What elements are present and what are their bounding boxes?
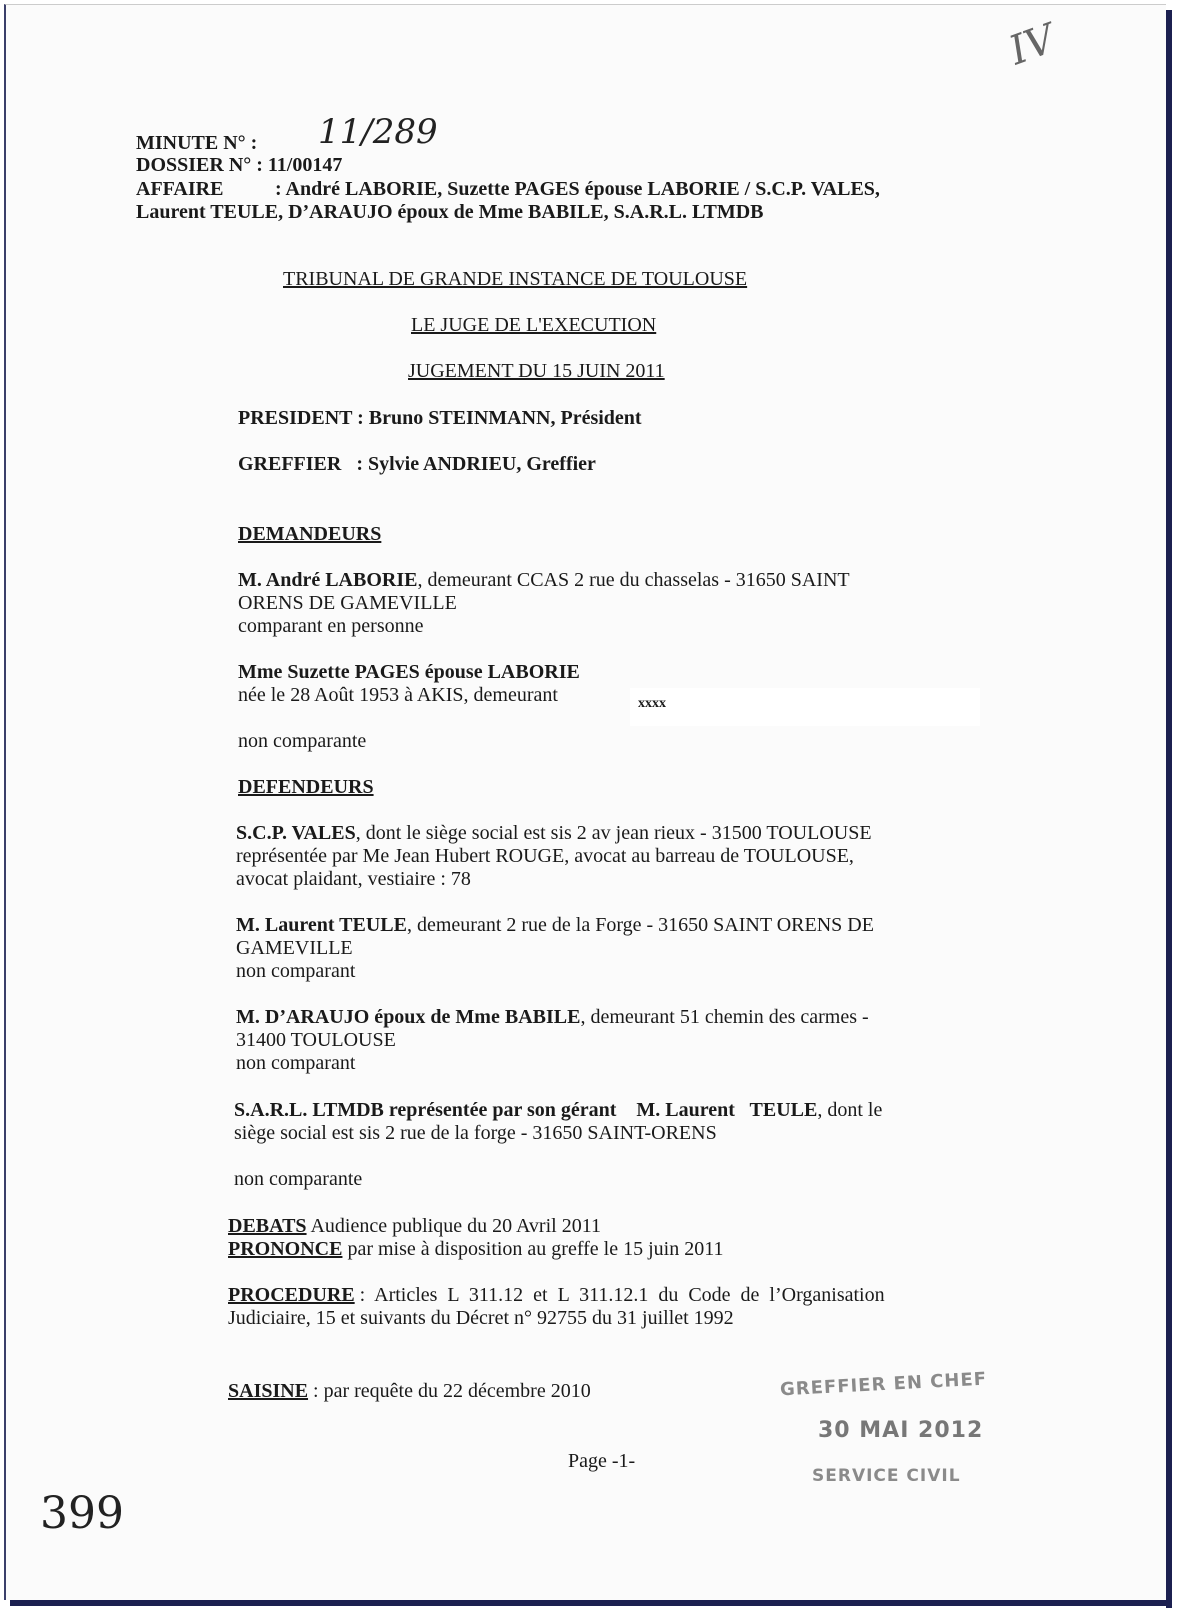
debats-text: Audience publique du 20 Avril 2011: [306, 1215, 601, 1237]
defendeur-4-line1: [234, 1099, 882, 1122]
page-number: Page -1-: [568, 1450, 636, 1472]
greffier: GREFFIER : Sylvie ANDRIEU, Greffier: [238, 453, 596, 475]
defendeur-1-address: , dont le siège social est sis 2 av jean rieux - 31500 TOULOUSE: [355, 822, 872, 844]
demandeur-1-line1: [238, 569, 850, 592]
redacted-address: xxxx: [638, 696, 666, 711]
minute-handwritten: 11/289: [318, 112, 438, 152]
page-shadow-right: [1166, 10, 1172, 1608]
demandeur-1-address: , demeurant CCAS 2 rue du chasselas - 31650 SAINT: [417, 569, 850, 591]
court-title: TRIBUNAL DE GRANDE INSTANCE DE TOULOUSE: [283, 268, 748, 290]
defendeur-2-status: non comparant: [236, 960, 356, 982]
debats-label: DEBATS: [228, 1215, 307, 1237]
defendeur-4-status: non comparante: [234, 1168, 363, 1190]
demandeur-1-line2: ORENS DE GAMEVILLE: [238, 592, 457, 614]
defendeur-1-name: S.C.P. VALES: [236, 822, 356, 844]
corner-mark: IV: [1003, 15, 1062, 75]
affaire-line2: Laurent TEULE, D’ARAUJO époux de Mme BABILE, S.A.R.L. LTMDB: [136, 201, 764, 223]
redaction-box: [630, 688, 980, 726]
demandeur-2-status: non comparante: [238, 730, 367, 752]
debats: [228, 1215, 601, 1238]
defendeur-1-line3: avocat plaidant, vestiaire : 78: [236, 868, 471, 890]
judge-title: LE JUGE DE L'EXECUTION: [411, 314, 657, 336]
defendeur-1-line1: [236, 822, 872, 845]
defendeurs-heading: DEFENDEURS: [238, 776, 374, 798]
defendeur-3-line1: [236, 1006, 869, 1029]
procedure-line2: Judiciaire, 15 et suivants du Décret n° 92755 du 31 juillet 1992: [228, 1307, 734, 1329]
demandeur-2-line1: née le 28 Août 1953 à AKIS, demeurant: [238, 684, 558, 706]
stamp-service: SERVICE CIVIL: [812, 1466, 961, 1486]
defendeur-3-line2: 31400 TOULOUSE: [236, 1029, 396, 1051]
minute-label: MINUTE N° :: [136, 132, 258, 154]
dossier-number: DOSSIER N° : 11/00147: [136, 154, 343, 176]
saisine-text: : par requête du 22 décembre 2010: [308, 1380, 591, 1402]
demandeur-2-name: Mme Suzette PAGES épouse LABORIE: [238, 661, 580, 683]
prononce-text: par mise à disposition au greffe le 15 juin 2011: [342, 1238, 724, 1260]
defendeur-3-status: non comparant: [236, 1052, 356, 1074]
president: PRESIDENT : Bruno STEINMANN, Président: [238, 407, 642, 429]
stamp-greffier: GREFFIER EN CHEF: [779, 1368, 988, 1401]
defendeur-4-address: , dont le: [817, 1099, 883, 1121]
defendeur-2-address: , demeurant 2 rue de la Forge - 31650 SAINT ORENS DE: [406, 914, 874, 936]
stamp-date: 30 MAI 2012: [818, 1418, 984, 1443]
defendeur-3-name: M. D’ARAUJO époux de Mme BABILE: [236, 1006, 581, 1028]
defendeur-2-name: M. Laurent TEULE: [236, 914, 407, 936]
prononce: [228, 1238, 724, 1261]
defendeur-4-line2: siège social est sis 2 rue de la forge - 31650 SAINT-ORENS: [234, 1122, 717, 1144]
page-shadow-bottom: [10, 1600, 1172, 1606]
defendeur-3-address: , demeurant 51 chemin des carmes -: [580, 1006, 869, 1028]
demandeurs-heading: DEMANDEURS: [238, 523, 382, 545]
procedure-label: PROCEDURE: [228, 1284, 355, 1306]
affaire-label: AFFAIRE: [136, 178, 224, 200]
defendeur-1-line2: représentée par Me Jean Hubert ROUGE, avocat au barreau de TOULOUSE,: [236, 845, 854, 867]
saisine-label: SAISINE: [228, 1380, 309, 1402]
procedure-line1: [228, 1284, 885, 1307]
judgment-date-title: JUGEMENT DU 15 JUIN 2011: [408, 360, 665, 382]
procedure-text: : Articles L 311.12 et L 311.12.1 du Code de l’Organisation: [354, 1284, 885, 1306]
demandeur-1-name: M. André LABORIE: [238, 569, 418, 591]
demandeur-1-status: comparant en personne: [238, 615, 424, 637]
defendeur-4-name: S.A.R.L. LTMDB représentée par son gérant M. Laurent TEULE: [234, 1099, 818, 1121]
document-page: [4, 4, 1166, 1600]
defendeur-2-line2: GAMEVILLE: [236, 937, 353, 959]
saisine: [228, 1380, 591, 1403]
handwritten-number: 399: [40, 1488, 124, 1539]
defendeur-2-line1: [236, 914, 874, 937]
prononce-label: PRONONCE: [228, 1238, 343, 1260]
affaire-line1: : André LABORIE, Suzette PAGES épouse LABORIE / S.C.P. VALES,: [275, 178, 880, 200]
